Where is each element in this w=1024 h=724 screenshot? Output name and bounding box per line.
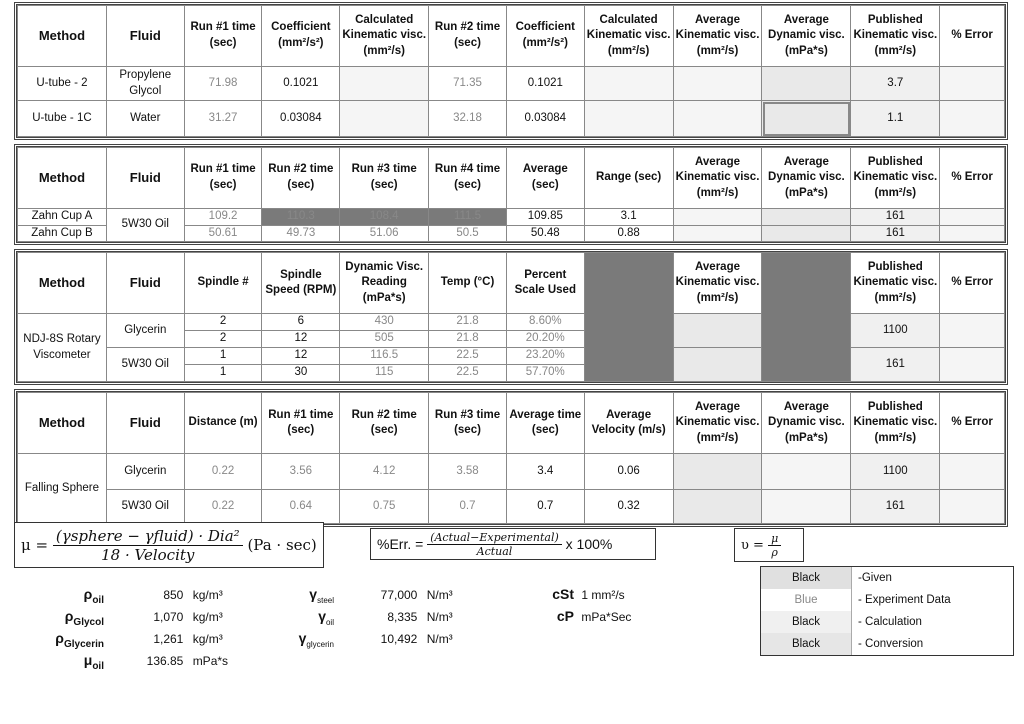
header-cell: Fluid xyxy=(106,6,184,67)
nu-numerator: μ xyxy=(768,532,781,546)
header-cell: Average Kinematic visc. (mm²/s) xyxy=(673,148,762,209)
run4-cell[interactable]: 111.5 xyxy=(429,209,507,226)
avg-kin-cell[interactable] xyxy=(673,348,762,382)
temp-cell[interactable]: 21.8 xyxy=(429,331,507,348)
constant-symbol: $\gamma_{glycerin}$ xyxy=(298,630,334,649)
unit-desc: mPa*Sec xyxy=(581,610,632,624)
err-tail: x 100% xyxy=(565,536,613,552)
header-cell: Published Kinematic visc. (mm²/s) xyxy=(851,253,940,314)
error-cell[interactable] xyxy=(940,209,1005,226)
calc1-cell[interactable] xyxy=(340,101,429,137)
mu-fraction xyxy=(53,527,243,564)
speed-cell[interactable]: 30 xyxy=(262,365,340,382)
average-cell[interactable]: 50.48 xyxy=(506,225,584,242)
speed-cell[interactable]: 12 xyxy=(262,331,340,348)
falling-sphere-table xyxy=(17,392,1005,524)
velocity-cell[interactable]: 0.06 xyxy=(584,454,673,490)
constant-symbol: $\rho_{Glycol}$ xyxy=(64,608,104,628)
run2-cell[interactable]: 4.12 xyxy=(340,454,429,490)
avg-dyn-cell[interactable] xyxy=(762,67,851,101)
table-row xyxy=(18,209,1005,226)
mu-lhs: μ = xyxy=(21,536,49,554)
formulas-area xyxy=(14,520,1008,720)
legend-label: - Calculation xyxy=(858,616,922,628)
method-cell[interactable]: Falling Sphere xyxy=(18,454,107,524)
legend-row xyxy=(761,589,1013,611)
u-tube-table-box xyxy=(14,2,1008,140)
falling-header-row xyxy=(18,393,1005,454)
range-cell[interactable]: 3.1 xyxy=(584,209,673,226)
error-formula xyxy=(370,528,656,560)
fluid-cell[interactable]: 5W30 Oil xyxy=(106,209,184,242)
error-cell[interactable] xyxy=(940,348,1005,382)
mu-numerator: (γsphere − γfluid) · Dia² xyxy=(53,527,243,546)
color-legend xyxy=(760,566,1014,656)
fluid-cell[interactable]: Water xyxy=(106,101,184,137)
run2-cell[interactable]: 32.18 xyxy=(429,101,507,137)
constant-unit: mPa*s xyxy=(192,654,229,668)
method-cell[interactable]: U-tube - 2 xyxy=(18,67,107,101)
u-tube-header-row xyxy=(18,6,1005,67)
run3-cell[interactable]: 51.06 xyxy=(340,225,429,242)
reading-cell[interactable]: 115 xyxy=(340,365,429,382)
velocity-cell[interactable]: 0.32 xyxy=(584,490,673,524)
constant-unit: N/m³ xyxy=(426,610,453,624)
constant-value: 10,492 xyxy=(380,632,418,646)
constant-row xyxy=(34,630,254,652)
constant-row xyxy=(534,586,694,608)
unit-desc: 1 mm²/s xyxy=(581,588,625,602)
err-fraction xyxy=(427,531,562,558)
spindle-cell[interactable]: 2 xyxy=(184,331,262,348)
zahn-header-row xyxy=(18,148,1005,209)
run3-cell[interactable]: 3.58 xyxy=(429,454,507,490)
header-cell: Dynamic Visc. Reading (mPa*s) xyxy=(340,253,429,314)
avg-dyn-cell[interactable] xyxy=(762,454,851,490)
constant-row xyxy=(34,608,254,630)
run3-cell[interactable]: 0.7 xyxy=(429,490,507,524)
header-cell: Range (sec) xyxy=(584,148,673,209)
kinematic-formula xyxy=(734,528,804,562)
header-cell: Coefficient (mm²/s²) xyxy=(506,6,584,67)
unit-symbol: cSt xyxy=(552,586,574,602)
legend-label: - Conversion xyxy=(858,638,924,650)
zahn-cup-table xyxy=(17,147,1005,242)
density-constants xyxy=(34,586,254,674)
rotary-header-row xyxy=(18,253,1005,314)
constant-symbol: $\gamma_{steel}$ xyxy=(309,586,334,605)
err-lhs: %Err. = xyxy=(377,536,424,552)
header-cell: Run #3 time (sec) xyxy=(429,393,507,454)
unit-conversions xyxy=(534,586,694,630)
published-cell[interactable]: 1.1 xyxy=(851,101,940,137)
published-cell[interactable]: 161 xyxy=(851,490,940,524)
constant-unit: kg/m³ xyxy=(192,632,223,646)
header-cell: Run #2 time (sec) xyxy=(429,6,507,67)
fluid-cell[interactable]: Glycerin xyxy=(106,454,184,490)
percent-cell[interactable]: 23.20% xyxy=(506,348,584,365)
constant-symbol: $\mu_{oil}$ xyxy=(83,652,104,672)
legend-row xyxy=(761,611,1013,633)
header-cell: Run #1 time (sec) xyxy=(184,6,262,67)
calc2-cell[interactable] xyxy=(584,67,673,101)
error-cell[interactable] xyxy=(940,490,1005,524)
avg-kin-cell[interactable] xyxy=(673,314,762,348)
legend-row xyxy=(761,567,1013,589)
avg-dyn-cell[interactable] xyxy=(762,490,851,524)
header-cell: % Error xyxy=(940,253,1005,314)
header-cell: Percent Scale Used xyxy=(506,253,584,314)
constant-row xyxy=(284,630,504,652)
legend-label: -Given xyxy=(858,572,892,584)
header-cell: Method xyxy=(18,393,107,454)
table-row xyxy=(18,348,1005,365)
u-tube-table xyxy=(17,5,1005,137)
error-cell[interactable] xyxy=(940,67,1005,101)
run2-cell[interactable]: 0.75 xyxy=(340,490,429,524)
run2-cell[interactable]: 110.3 xyxy=(262,209,340,226)
avg-kin-cell[interactable] xyxy=(673,454,762,490)
mu-units: (Pa · sec) xyxy=(247,536,317,554)
calc1-cell[interactable] xyxy=(340,67,429,101)
header-cell: Coefficient (mm²/s²) xyxy=(262,6,340,67)
error-cell[interactable] xyxy=(940,454,1005,490)
header-cell: Spindle Speed (RPM) xyxy=(262,253,340,314)
header-cell: Run #2 time (sec) xyxy=(340,393,429,454)
method-cell[interactable]: U-tube - 1C xyxy=(18,101,107,137)
header-cell: Published Kinematic visc. (mm²/s) xyxy=(851,148,940,209)
error-cell[interactable] xyxy=(940,314,1005,348)
header-cell: Fluid xyxy=(106,148,184,209)
run1-cell[interactable]: 109.2 xyxy=(184,209,262,226)
header-cell: % Error xyxy=(940,6,1005,67)
header-cell: Published Kinematic visc. (mm²/s) xyxy=(851,393,940,454)
constant-value: 8,335 xyxy=(387,610,418,624)
zahn-cup-table-box xyxy=(14,144,1008,245)
run3-cell[interactable]: 108.4 xyxy=(340,209,429,226)
run1-cell[interactable]: 31.27 xyxy=(184,101,262,137)
constant-row xyxy=(284,608,504,630)
percent-cell[interactable]: 20.20% xyxy=(506,331,584,348)
avg-kin-cell[interactable] xyxy=(673,225,762,242)
header-cell: Calculated Kinematic visc. (mm²/s) xyxy=(584,6,673,67)
coef1-cell[interactable]: 0.03084 xyxy=(262,101,340,137)
constant-row xyxy=(34,586,254,608)
header-cell: Run #3 time (sec) xyxy=(340,148,429,209)
reading-cell[interactable]: 430 xyxy=(340,314,429,331)
avg-dyn-cell[interactable] xyxy=(762,225,851,242)
constant-unit: N/m³ xyxy=(426,588,453,602)
header-cell: Temp (°C) xyxy=(429,253,507,314)
fluid-cell[interactable]: Propylene Glycol xyxy=(106,67,184,101)
header-cell: % Error xyxy=(940,148,1005,209)
constant-value: 1,261 xyxy=(153,632,184,646)
constant-symbol: $\rho_{Glycerin}$ xyxy=(55,630,104,650)
blank-dark-cell xyxy=(762,253,851,382)
header-cell: Distance (m) xyxy=(184,393,262,454)
spindle-cell[interactable]: 1 xyxy=(184,348,262,365)
error-cell[interactable] xyxy=(940,101,1005,137)
reading-cell[interactable]: 505 xyxy=(340,331,429,348)
header-cell: Run #1 time (sec) xyxy=(262,393,340,454)
legend-row xyxy=(761,633,1013,655)
header-cell: Average Dynamic visc. (mPa*s) xyxy=(762,148,851,209)
constant-row xyxy=(284,586,504,608)
header-cell: Published Kinematic visc. (mm²/s) xyxy=(851,6,940,67)
fluid-cell[interactable]: 5W30 Oil xyxy=(106,490,184,524)
coef1-cell[interactable]: 0.1021 xyxy=(262,67,340,101)
header-cell: Run #1 time (sec) xyxy=(184,148,262,209)
spindle-cell[interactable]: 2 xyxy=(184,314,262,331)
constant-value: 1,070 xyxy=(153,610,184,624)
table-row xyxy=(18,101,1005,137)
constant-row xyxy=(534,608,694,630)
nu-denominator: ρ xyxy=(771,545,778,559)
constant-symbol: $\rho_{oil}$ xyxy=(83,586,104,606)
header-cell: Average Dynamic visc. (mPa*s) xyxy=(762,393,851,454)
range-cell[interactable]: 0.88 xyxy=(584,225,673,242)
rotary-viscometer-table xyxy=(17,252,1005,382)
published-cell[interactable]: 161 xyxy=(851,348,940,382)
published-cell[interactable]: 161 xyxy=(851,225,940,242)
header-cell: Average Kinematic visc. (mm²/s) xyxy=(673,253,762,314)
avg-kin-cell[interactable] xyxy=(673,101,762,137)
constant-unit: kg/m³ xyxy=(192,588,223,602)
header-cell: Method xyxy=(18,253,107,314)
reading-cell[interactable]: 116.5 xyxy=(340,348,429,365)
published-cell[interactable]: 3.7 xyxy=(851,67,940,101)
header-cell: Fluid xyxy=(106,253,184,314)
constant-unit: kg/m³ xyxy=(192,610,223,624)
rotary-viscometer-table-box xyxy=(14,249,1008,385)
header-cell: Method xyxy=(18,148,107,209)
header-cell: Average (sec) xyxy=(506,148,584,209)
fluid-cell[interactable]: Glycerin xyxy=(106,314,184,348)
avg-dyn-cell-selected[interactable] xyxy=(762,101,851,137)
avg-kin-cell[interactable] xyxy=(673,209,762,226)
data-tables xyxy=(14,2,1008,531)
constant-value: 850 xyxy=(163,588,184,602)
mu-denominator: 18 · Velocity xyxy=(101,545,195,564)
table-row xyxy=(18,67,1005,101)
average-cell[interactable]: 0.7 xyxy=(506,490,584,524)
percent-cell[interactable]: 8.60% xyxy=(506,314,584,331)
avg-dyn-cell[interactable] xyxy=(762,209,851,226)
run1-cell[interactable]: 50.61 xyxy=(184,225,262,242)
constant-unit: N/m³ xyxy=(426,632,453,646)
published-cell[interactable]: 1100 xyxy=(851,454,940,490)
method-cell[interactable]: Zahn Cup A xyxy=(18,209,107,226)
coef2-cell[interactable]: 0.1021 xyxy=(506,67,584,101)
method-cell[interactable]: Zahn Cup B xyxy=(18,225,107,242)
average-cell[interactable]: 109.85 xyxy=(506,209,584,226)
fluid-cell[interactable]: 5W30 Oil xyxy=(106,348,184,382)
header-cell: Average Dynamic visc. (mPa*s) xyxy=(762,6,851,67)
run2-cell[interactable]: 71.35 xyxy=(429,67,507,101)
header-cell: Run #2 time (sec) xyxy=(262,148,340,209)
falling-sphere-table-box xyxy=(14,389,1008,527)
header-cell: Average Kinematic visc. (mm²/s) xyxy=(673,6,762,67)
constant-row xyxy=(34,652,254,674)
run4-cell[interactable]: 50.5 xyxy=(429,225,507,242)
avg-kin-cell[interactable] xyxy=(673,67,762,101)
run1-cell[interactable]: 0.64 xyxy=(262,490,340,524)
speed-cell[interactable]: 6 xyxy=(262,314,340,331)
avg-kin-cell[interactable] xyxy=(673,490,762,524)
run1-cell[interactable]: 3.56 xyxy=(262,454,340,490)
header-cell: Average Kinematic visc. (mm²/s) xyxy=(673,393,762,454)
header-cell: Fluid xyxy=(106,393,184,454)
distance-cell[interactable]: 0.22 xyxy=(184,454,262,490)
unit-symbol: cP xyxy=(556,608,574,624)
legend-swatch: Black xyxy=(761,567,852,589)
calc2-cell[interactable] xyxy=(584,101,673,137)
header-cell: Average time (sec) xyxy=(506,393,584,454)
temp-cell[interactable]: 21.8 xyxy=(429,314,507,331)
err-numerator: (Actual−Experimental) xyxy=(427,531,562,545)
percent-cell[interactable]: 57.70% xyxy=(506,365,584,382)
temp-cell[interactable]: 22.5 xyxy=(429,348,507,365)
legend-swatch: Black xyxy=(761,611,852,633)
constant-value: 77,000 xyxy=(380,588,418,602)
legend-swatch: Black xyxy=(761,633,852,655)
run1-cell[interactable]: 71.98 xyxy=(184,67,262,101)
specific-weight-constants xyxy=(284,586,504,652)
legend-label: - Experiment Data xyxy=(858,594,951,606)
header-cell: Method xyxy=(18,6,107,67)
header-cell: Average Velocity (m/s) xyxy=(584,393,673,454)
header-cell: % Error xyxy=(940,393,1005,454)
header-cell: Spindle # xyxy=(184,253,262,314)
temp-cell[interactable]: 22.5 xyxy=(429,365,507,382)
blank-dark-cell xyxy=(584,253,673,382)
coef2-cell[interactable]: 0.03084 xyxy=(506,101,584,137)
speed-cell[interactable]: 12 xyxy=(262,348,340,365)
header-cell: Run #4 time (sec) xyxy=(429,148,507,209)
published-cell[interactable]: 1100 xyxy=(851,314,940,348)
nu-fraction xyxy=(768,532,781,559)
nu-lhs: υ = xyxy=(741,537,764,553)
method-cell[interactable]: NDJ-8S Rotary Viscometer xyxy=(18,314,107,382)
header-cell: Calculated Kinematic visc. (mm²/s) xyxy=(340,6,429,67)
table-row xyxy=(18,314,1005,331)
error-cell[interactable] xyxy=(940,225,1005,242)
table-row xyxy=(18,490,1005,524)
legend-swatch: Blue xyxy=(761,589,852,611)
published-cell[interactable]: 161 xyxy=(851,209,940,226)
constant-value: 136.85 xyxy=(146,654,184,668)
average-cell[interactable]: 3.4 xyxy=(506,454,584,490)
err-denominator: Actual xyxy=(476,544,513,558)
constant-symbol: $\gamma_{oil}$ xyxy=(318,608,334,627)
table-row xyxy=(18,454,1005,490)
spindle-cell[interactable]: 1 xyxy=(184,365,262,382)
viscosity-formula xyxy=(14,522,324,568)
distance-cell[interactable]: 0.22 xyxy=(184,490,262,524)
run2-cell[interactable]: 49.73 xyxy=(262,225,340,242)
